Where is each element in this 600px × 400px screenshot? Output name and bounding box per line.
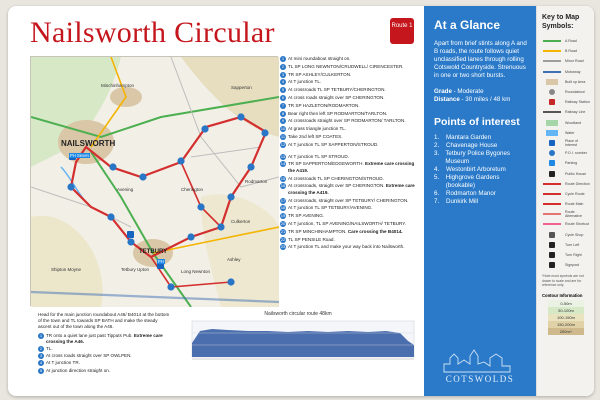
start-step-number-icon: 4 bbox=[39, 360, 43, 366]
road-minor-icon bbox=[542, 57, 562, 65]
route-direction-icon bbox=[542, 180, 562, 188]
pub-icon bbox=[542, 170, 562, 178]
key-item bbox=[542, 148, 590, 158]
step-text bbox=[288, 205, 373, 211]
step-text-warning: Extreme care crossing the A419. bbox=[288, 183, 415, 195]
key-label: Public House bbox=[565, 171, 587, 176]
key-label: Signpost bbox=[565, 263, 579, 268]
map-label-nailsworth: NAILSWORTH bbox=[61, 139, 116, 148]
built-up-icon bbox=[542, 78, 562, 86]
step-number-icon: 16 bbox=[280, 183, 286, 189]
poi-item bbox=[434, 134, 528, 142]
step-number-icon: 11 bbox=[280, 133, 286, 139]
map-label-tetbury-upton: Tetbury Upton bbox=[121, 267, 150, 272]
key-label: Route Main bbox=[565, 202, 584, 207]
grade-label: Grade bbox=[434, 88, 452, 95]
roundabout-icon bbox=[542, 88, 562, 96]
key-label: Route Direction bbox=[565, 181, 590, 186]
route-badge: Route 1 bbox=[390, 18, 414, 44]
direction-step bbox=[280, 111, 422, 117]
key-label: Minor Road bbox=[565, 59, 584, 64]
step-text-plain: At crossroads, straight over SP TETBURY/ CHERINGTON. bbox=[288, 197, 409, 203]
poi-name: Chavenage House bbox=[446, 142, 498, 149]
contour-band: 100-150m bbox=[548, 314, 584, 321]
step-text-plain: At T junction, TL SP AVENING/NAILSWORTH/ TETBURY. bbox=[288, 220, 407, 226]
direction-step bbox=[280, 183, 422, 196]
step-text-plain: Bear right then left SP RODMARTON/TARLTON. bbox=[288, 110, 388, 116]
key-item bbox=[542, 97, 590, 107]
step-number-icon: 2 bbox=[281, 63, 285, 69]
start-step-plain: TL. bbox=[46, 346, 53, 352]
start-step-text bbox=[46, 368, 110, 374]
start-step-text bbox=[46, 333, 170, 345]
route-map[interactable] bbox=[30, 56, 278, 306]
contour-band: 0-50m bbox=[548, 300, 584, 307]
poi-number: 4. bbox=[434, 166, 440, 173]
map-label-ashley: Ashley bbox=[227, 257, 241, 262]
step-text-warning: Extreme care crossing the A419. bbox=[288, 161, 415, 173]
key-item bbox=[542, 46, 590, 56]
key-item bbox=[542, 219, 590, 229]
step-number-icon: 17 bbox=[280, 197, 286, 203]
cycle-shop-icon bbox=[542, 231, 562, 239]
direction-step bbox=[280, 87, 422, 93]
key-label: Roundabout bbox=[565, 90, 585, 95]
key-item bbox=[542, 158, 590, 168]
step-number-icon: 1 bbox=[281, 56, 285, 61]
direction-step bbox=[280, 213, 422, 219]
woodland-icon bbox=[542, 119, 562, 127]
step-text bbox=[288, 64, 404, 70]
poi-name: Mantara Garden bbox=[446, 134, 492, 141]
route-card bbox=[8, 6, 594, 396]
cotswolds-logo bbox=[424, 332, 536, 396]
key-label: Built up Area bbox=[565, 79, 586, 84]
start-step-plain: At junction direction straight on. bbox=[46, 367, 111, 373]
key-label: A Road bbox=[565, 39, 577, 44]
key-label: Parking bbox=[565, 161, 578, 166]
step-number-icon: 5 bbox=[281, 87, 285, 93]
direction-step bbox=[280, 205, 422, 211]
direction-step bbox=[280, 244, 422, 250]
map-label-cherington: Cherington bbox=[181, 187, 204, 192]
contour-band: 150-200m bbox=[548, 321, 584, 328]
step-number-icon: 3 bbox=[281, 71, 285, 77]
poi-item bbox=[434, 198, 528, 206]
step-text bbox=[288, 213, 324, 219]
start-step-plain: At cross roads straight over SP OWLPEN. bbox=[46, 353, 132, 359]
step-number-icon: 21 bbox=[280, 228, 286, 234]
key-item bbox=[542, 36, 590, 46]
step-text bbox=[288, 118, 406, 124]
poi-number: 1. bbox=[434, 134, 440, 141]
start-step-plain: At T junction TR. bbox=[46, 360, 80, 366]
key-label: Water bbox=[565, 130, 575, 135]
page-title: Nailsworth Circular bbox=[30, 16, 275, 49]
key-item bbox=[542, 77, 590, 87]
key-label: Cycle Shop bbox=[565, 232, 584, 237]
step-number-icon: 8 bbox=[281, 110, 285, 116]
key-label: Route Shortcut bbox=[565, 222, 589, 227]
start-step bbox=[38, 333, 170, 345]
motorway-icon bbox=[542, 68, 562, 76]
step-text-plain: TR SP SAPPERTON/EDGEWORTH. bbox=[288, 161, 366, 167]
direction-step bbox=[280, 118, 422, 124]
profile-title: Nailsworth circular route 48km bbox=[264, 311, 332, 317]
step-text-plain: TR SP MINCHINHAMPTON. bbox=[288, 228, 348, 234]
cotswolds-logo-text: COTSWOLDS bbox=[445, 374, 515, 384]
direction-step bbox=[280, 161, 422, 174]
step-text bbox=[288, 111, 387, 117]
key-item bbox=[542, 128, 590, 138]
poi-list bbox=[434, 134, 528, 206]
step-number-icon: 13 bbox=[280, 153, 286, 159]
route-main-icon bbox=[542, 200, 562, 208]
step-text-plain: At crossroads, straight over SP CHERINGTON. bbox=[288, 183, 386, 189]
step-number-icon: 4 bbox=[281, 79, 285, 85]
step-text bbox=[288, 134, 342, 140]
step-text-plain: TR SP HAZLETON/RODMARTON. bbox=[288, 102, 360, 108]
cycle-route-icon bbox=[542, 190, 562, 198]
map-label-sapperton: Sapperton bbox=[231, 85, 252, 90]
step-text bbox=[288, 229, 403, 235]
grade-stat bbox=[434, 88, 528, 96]
profile-chart bbox=[178, 319, 418, 365]
start-step bbox=[38, 368, 170, 374]
cotswolds-skyline-icon bbox=[424, 332, 536, 396]
key-item bbox=[542, 179, 590, 189]
key-label: Route Alternative bbox=[565, 210, 582, 219]
step-text-plain: At crossroads TL SP TETBURY/CHERINGTON. bbox=[288, 87, 386, 93]
key-item bbox=[542, 107, 590, 117]
direction-step bbox=[280, 64, 422, 70]
map-pub-label: PH Seven bbox=[70, 153, 89, 158]
step-number-icon: 14 bbox=[280, 161, 286, 167]
map-label-tetbury: TETBURY bbox=[139, 249, 168, 255]
poi-number: 7. bbox=[434, 198, 440, 205]
start-step-number-icon: 5 bbox=[39, 367, 43, 373]
step-text-plain: Take 2nd left SP COATES. bbox=[288, 133, 343, 139]
key-item bbox=[542, 250, 590, 260]
direction-step bbox=[280, 176, 422, 182]
direction-step bbox=[280, 95, 422, 101]
parking-icon bbox=[542, 159, 562, 167]
poi-name: Dunkirk Mill bbox=[446, 198, 478, 205]
step-text bbox=[288, 244, 405, 250]
distance-label: Distance bbox=[434, 96, 460, 103]
poi-name: Highgrove Gardens (bookable) bbox=[445, 174, 500, 189]
contour-band: 50-100m bbox=[548, 307, 584, 314]
map-label-culkerton: Culkerton bbox=[231, 219, 251, 224]
step-text bbox=[288, 161, 422, 174]
key-label: Woodland bbox=[565, 120, 582, 125]
key-item bbox=[542, 260, 590, 270]
turn-left-icon bbox=[542, 241, 562, 249]
step-number-icon: 7 bbox=[281, 102, 285, 108]
poi-item bbox=[434, 190, 528, 198]
contour-scale bbox=[548, 300, 584, 335]
step-text-warning: Care crossing the B4014. bbox=[347, 228, 403, 234]
step-number-icon: 10 bbox=[280, 126, 286, 132]
poi-number-icon bbox=[542, 149, 562, 157]
step-text bbox=[288, 126, 346, 132]
start-step-text bbox=[46, 360, 80, 366]
start-step bbox=[38, 353, 170, 359]
railway-icon bbox=[542, 108, 562, 116]
step-text bbox=[288, 198, 408, 204]
step-number-icon: 23 bbox=[280, 244, 286, 250]
step-text bbox=[288, 183, 422, 196]
key-label: Turn Right bbox=[565, 253, 582, 258]
map-label-avening: Avening bbox=[117, 187, 134, 192]
step-number-icon: 19 bbox=[280, 213, 286, 219]
step-number-icon: 20 bbox=[280, 220, 286, 226]
step-text bbox=[288, 142, 378, 148]
step-number-icon: 9 bbox=[281, 118, 285, 124]
poi-heading: Points of interest bbox=[434, 116, 520, 128]
step-text-plain: TL SP LONG NEWNTON/CRUDWELL/ CIRENCESTER. bbox=[288, 63, 404, 69]
key-item bbox=[542, 199, 590, 209]
key-label: Railway Station bbox=[565, 100, 590, 105]
route-alt-icon bbox=[542, 210, 562, 218]
direction-step bbox=[280, 221, 422, 227]
grade-value: - Moderate bbox=[451, 88, 484, 95]
poi-name: Rodmarton Manor bbox=[446, 190, 496, 197]
step-text-plain: At crossroads TL SP CHERINGTON/STROUD. bbox=[288, 175, 384, 181]
step-text-plain: TR SP ASHLEY/CULKERTON. bbox=[288, 71, 352, 77]
poi-number: 5. bbox=[434, 174, 440, 181]
step-text-plain: TL SP PENSILE Road. bbox=[288, 236, 335, 242]
map-label-minchinhampton: Minchinhampton bbox=[101, 83, 135, 88]
key-label: Motorway bbox=[565, 69, 581, 74]
poi-item bbox=[434, 174, 528, 190]
start-directions bbox=[38, 312, 170, 375]
start-step-text bbox=[46, 353, 132, 359]
direction-step bbox=[280, 56, 422, 62]
step-text-plain: At T junction TL SP SAPPERTON/STROUD. bbox=[288, 141, 379, 147]
step-text bbox=[288, 154, 349, 160]
start-step-text bbox=[46, 346, 53, 352]
direction-step bbox=[280, 103, 422, 109]
key-label: Cycle Route bbox=[565, 191, 585, 196]
key-item bbox=[542, 240, 590, 250]
glance-description: Apart from brief stints along A and B roads, the route follows quiet unclassified lanes through rolling Cotswold Countryside. Strenuous in one or two short bursts. bbox=[434, 40, 527, 79]
step-text-plain: At crossroads straight over SP RODMARTON/ TARLTON. bbox=[288, 118, 406, 124]
step-text-plain: At T junction TL SP TETBURY/AVENING. bbox=[288, 205, 373, 211]
key-note: *Note most symbols are not drawn to scale and are for reference only. bbox=[542, 274, 584, 287]
poi-number: 3. bbox=[434, 150, 440, 157]
poi-number: 6. bbox=[434, 190, 440, 197]
step-number-icon: 6 bbox=[281, 94, 285, 100]
start-step-warning: Extreme care crossing the A46. bbox=[46, 332, 163, 344]
key-item bbox=[542, 189, 590, 199]
route-short-icon bbox=[542, 220, 562, 228]
key-item bbox=[542, 56, 590, 66]
poi-name: Westonbirt Arboretum bbox=[446, 166, 506, 173]
key-item bbox=[542, 209, 590, 219]
step-text-plain: At grass triangle junction TL. bbox=[288, 126, 347, 132]
step-text bbox=[288, 103, 360, 109]
direction-step bbox=[280, 229, 422, 235]
direction-step bbox=[280, 154, 422, 160]
road-a-icon bbox=[542, 37, 562, 45]
station-icon bbox=[542, 98, 562, 106]
start-step-number-icon: 3 bbox=[39, 353, 43, 359]
distance-stat bbox=[434, 96, 528, 104]
poi-item bbox=[434, 142, 528, 150]
key-item bbox=[542, 118, 590, 128]
direction-step bbox=[280, 237, 422, 243]
direction-step bbox=[280, 72, 422, 78]
step-text bbox=[288, 176, 384, 182]
poi-icon bbox=[542, 139, 562, 147]
key-item bbox=[542, 230, 590, 240]
at-a-glance-panel bbox=[424, 6, 536, 396]
poi-number: 2. bbox=[434, 142, 440, 149]
start-step bbox=[38, 360, 170, 366]
distance-value: - 30 miles / 48 km bbox=[459, 96, 511, 103]
glance-heading: At a Glance bbox=[434, 18, 501, 32]
step-text bbox=[288, 237, 335, 243]
step-number-icon: 15 bbox=[280, 175, 286, 181]
direction-step bbox=[280, 198, 422, 204]
map-label-shipton-moyne: Shipton Moyne bbox=[51, 267, 82, 272]
key-label: Turn Left bbox=[565, 242, 580, 247]
poi-item bbox=[434, 166, 528, 174]
step-text-plain: TR SP AVENING. bbox=[288, 213, 325, 219]
step-number-icon: 12 bbox=[280, 141, 286, 147]
step-text bbox=[288, 79, 321, 85]
key-item bbox=[542, 67, 590, 77]
contour-heading: Contour Information bbox=[542, 292, 583, 298]
step-text-plain: At cross roads straight over SP CHERINGTON. bbox=[288, 94, 385, 100]
key-item bbox=[542, 168, 590, 178]
start-step-number-icon: 2 bbox=[39, 346, 43, 352]
key-label: Railway Line bbox=[565, 110, 586, 115]
step-number-icon: 18 bbox=[280, 205, 286, 211]
key-label: B Road bbox=[565, 49, 577, 54]
poi-item bbox=[434, 150, 528, 166]
direction-step bbox=[280, 142, 422, 148]
direction-step bbox=[280, 134, 422, 140]
contour-band: 200m+ bbox=[548, 328, 584, 335]
key-item bbox=[542, 87, 590, 97]
step-text-plain: At T junction TL and make your way back into Nailsworth. bbox=[288, 244, 405, 250]
start-intro: Head for the main junction roundabout A46/ B4014 at the bottom of the town and TL towards SP BATH and make the steady ascent out of the town along the A46. bbox=[38, 312, 170, 330]
water-icon bbox=[542, 129, 562, 137]
signpost-icon bbox=[542, 261, 562, 269]
key-label: P.O.I. number bbox=[565, 151, 587, 156]
step-text-plain: At T junction TL SP STROUD. bbox=[288, 153, 350, 159]
step-text-plain: At mini roundabout straight on. bbox=[288, 56, 351, 61]
step-text bbox=[288, 221, 406, 227]
map-label-rodmarton: Rodmarton bbox=[245, 179, 268, 184]
start-step bbox=[38, 346, 170, 352]
step-text-plain: At T junction TL. bbox=[288, 79, 322, 85]
elevation-profile bbox=[178, 311, 418, 371]
step-text bbox=[288, 95, 385, 101]
start-step-number-icon: 1 bbox=[39, 332, 43, 338]
direction-step bbox=[280, 126, 422, 132]
poi-name: Tetbury Police Bygones Museum bbox=[445, 150, 511, 165]
map-pub-label-tetbury: PH bbox=[158, 259, 164, 264]
key-item bbox=[542, 138, 590, 148]
road-b-icon bbox=[542, 47, 562, 55]
key-heading: Key to Map Symbols: bbox=[542, 14, 580, 30]
step-text bbox=[288, 56, 351, 62]
direction-step bbox=[280, 79, 422, 85]
start-step-plain: TR onto a quiet lane just past Tipputs Pub. bbox=[46, 332, 134, 338]
map-label-long-newnton: Long Newnton bbox=[181, 269, 211, 274]
step-text bbox=[288, 87, 386, 93]
step-text bbox=[288, 72, 351, 78]
key-label: Place of Interest bbox=[565, 138, 578, 147]
map-key bbox=[536, 6, 594, 396]
turn-right-icon bbox=[542, 251, 562, 259]
step-number-icon: 22 bbox=[280, 236, 286, 242]
